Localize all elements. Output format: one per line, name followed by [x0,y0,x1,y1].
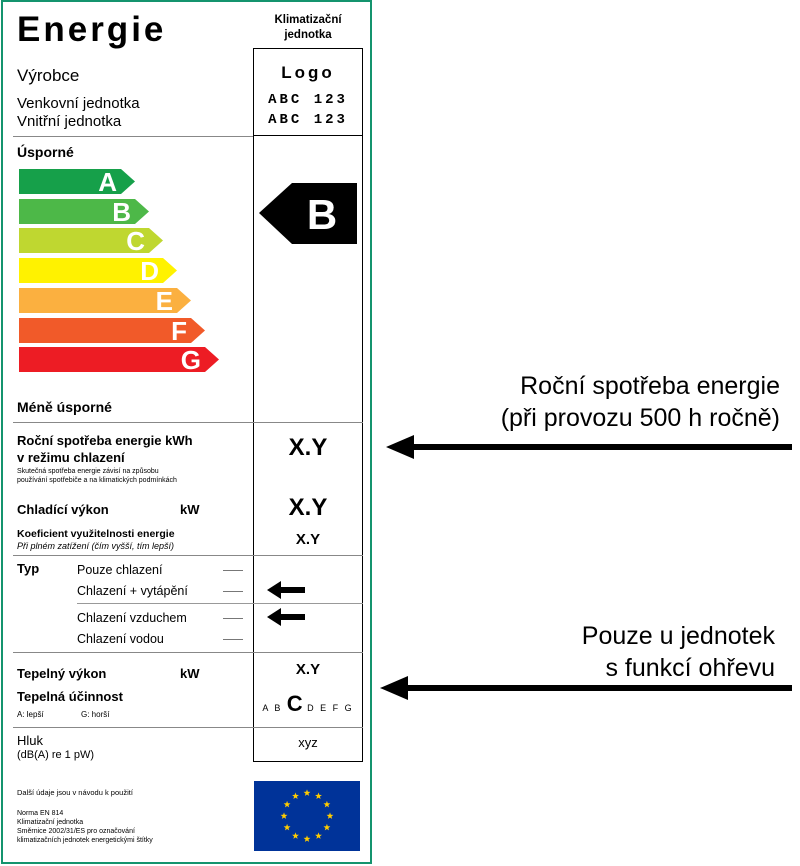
eer-note: Při plném zatížení (čím vyšší, tím lepší) [17,541,175,551]
noise-value: xyz [298,735,318,750]
divider [13,136,253,137]
heating-output-unit: kW [180,666,200,681]
annual-consumption-note: Skutečná spotřeba energie závisí na způsobu používání spotřebiče a na klimatických podmínkách [17,468,177,484]
label-title: Energie [17,10,167,49]
unit-type: Klimatizační jednotka [274,14,342,41]
manufacturer-logo: Logo [281,63,335,82]
efficient-label: Úsporné [17,144,74,160]
energy-class-letter: A [98,167,117,197]
dash [223,618,243,619]
annotation-heating-line2: s funkcí ohřevu [605,654,775,682]
type-cooling-heating: Chlazení + vytápění [77,584,188,598]
energy-class-letter: C [126,226,145,257]
energy-class-bar [19,285,191,316]
noise-unit: (dB(A) re 1 pW) [17,749,95,761]
annotation-consumption [390,370,780,434]
annotation-heating-line1: Pouze u jednotek [581,622,775,650]
divider [13,555,363,556]
dash [223,639,243,640]
heating-efficiency-label: Tepelná účinnost [17,689,123,704]
annual-consumption-label: Roční spotřeba energie kWh v režimu chlazení [17,433,193,465]
more-info: Další údaje jsou v návodu k použití [17,788,133,797]
energy-class-bar [19,256,177,287]
divider [13,652,363,653]
heating-scale-left: A B [262,703,283,713]
dash [223,591,243,592]
heating-efficiency-scale [255,691,361,717]
type-label: Typ [17,561,40,576]
energy-class-letter: G [180,345,201,376]
divider [77,603,363,604]
heating-scale-selected: C [286,691,303,716]
noise-label: Hluk [17,733,44,748]
cooling-output-value: X.Y [288,494,328,521]
annotation-arrow-icon [380,676,796,700]
heating-output-label: Tepelný výkon [17,666,107,681]
footer-line-2: Klimatizační jednotka [17,819,84,826]
column-divider [253,135,363,136]
eer-value: X.Y [295,531,321,548]
heating-scale-note-g: G: horší [81,710,110,719]
cooling-output-unit: kW [180,502,200,517]
energy-class-bar [19,196,149,227]
annual-consumption-value: X.Y [288,434,328,461]
indoor-model: ABC 123 [268,112,348,128]
eu-flag-icon [254,781,360,851]
annotation-arrow-icon [386,435,796,459]
energy-class-letter: D [140,256,159,287]
less-efficient-label: Méně úsporné [17,399,112,415]
type-air-cooled: Chlazení vzduchem [77,611,187,625]
rating-arrow [259,183,357,244]
indoor-unit-label: Vnitřní jednotka [17,113,122,130]
heating-scale-right: D E F G [307,703,354,713]
footer-line-3: Směrnice 2002/31/ES pro označování [17,828,135,835]
outdoor-model: ABC 123 [268,92,348,108]
outdoor-unit-label: Venkovní jednotka [17,95,140,112]
energy-label [1,0,372,864]
energy-class-bar [19,345,219,376]
divider [13,727,363,728]
type-cooling-only: Pouze chlazení [77,563,163,577]
type-water-cooled: Chlazení vodou [77,632,164,646]
heating-scale-note-a: A: lepší [17,710,44,719]
cooling-output-label: Chladící výkon [17,502,109,517]
eer-label: Koeficient využitelnosti energie [17,528,175,540]
annotation-consumption-line1: Roční spotřeba energie [520,372,780,400]
footer-line-4: klimatizačních jednotek energetickými štítky [17,837,153,844]
dash [223,570,243,571]
energy-class-letter: F [171,315,187,346]
energy-class-bar [19,226,163,257]
value-column [253,48,363,762]
energy-class-bar [19,315,205,346]
energy-class-bar [19,167,135,197]
selected-type-arrow-icon [267,608,305,626]
selected-type-arrow-icon [267,581,305,599]
footer-line-1: Norma EN 814 [17,810,64,817]
annotation-consumption-line2: (při provozu 500 h ročně) [500,404,780,432]
divider [13,422,363,423]
rating-letter: B [306,191,338,238]
heating-output-value: X.Y [295,661,321,678]
manufacturer-label: Výrobce [17,66,80,85]
energy-class-letter: E [155,285,173,316]
energy-class-letter: B [112,196,131,227]
annotation-heating [390,620,775,684]
